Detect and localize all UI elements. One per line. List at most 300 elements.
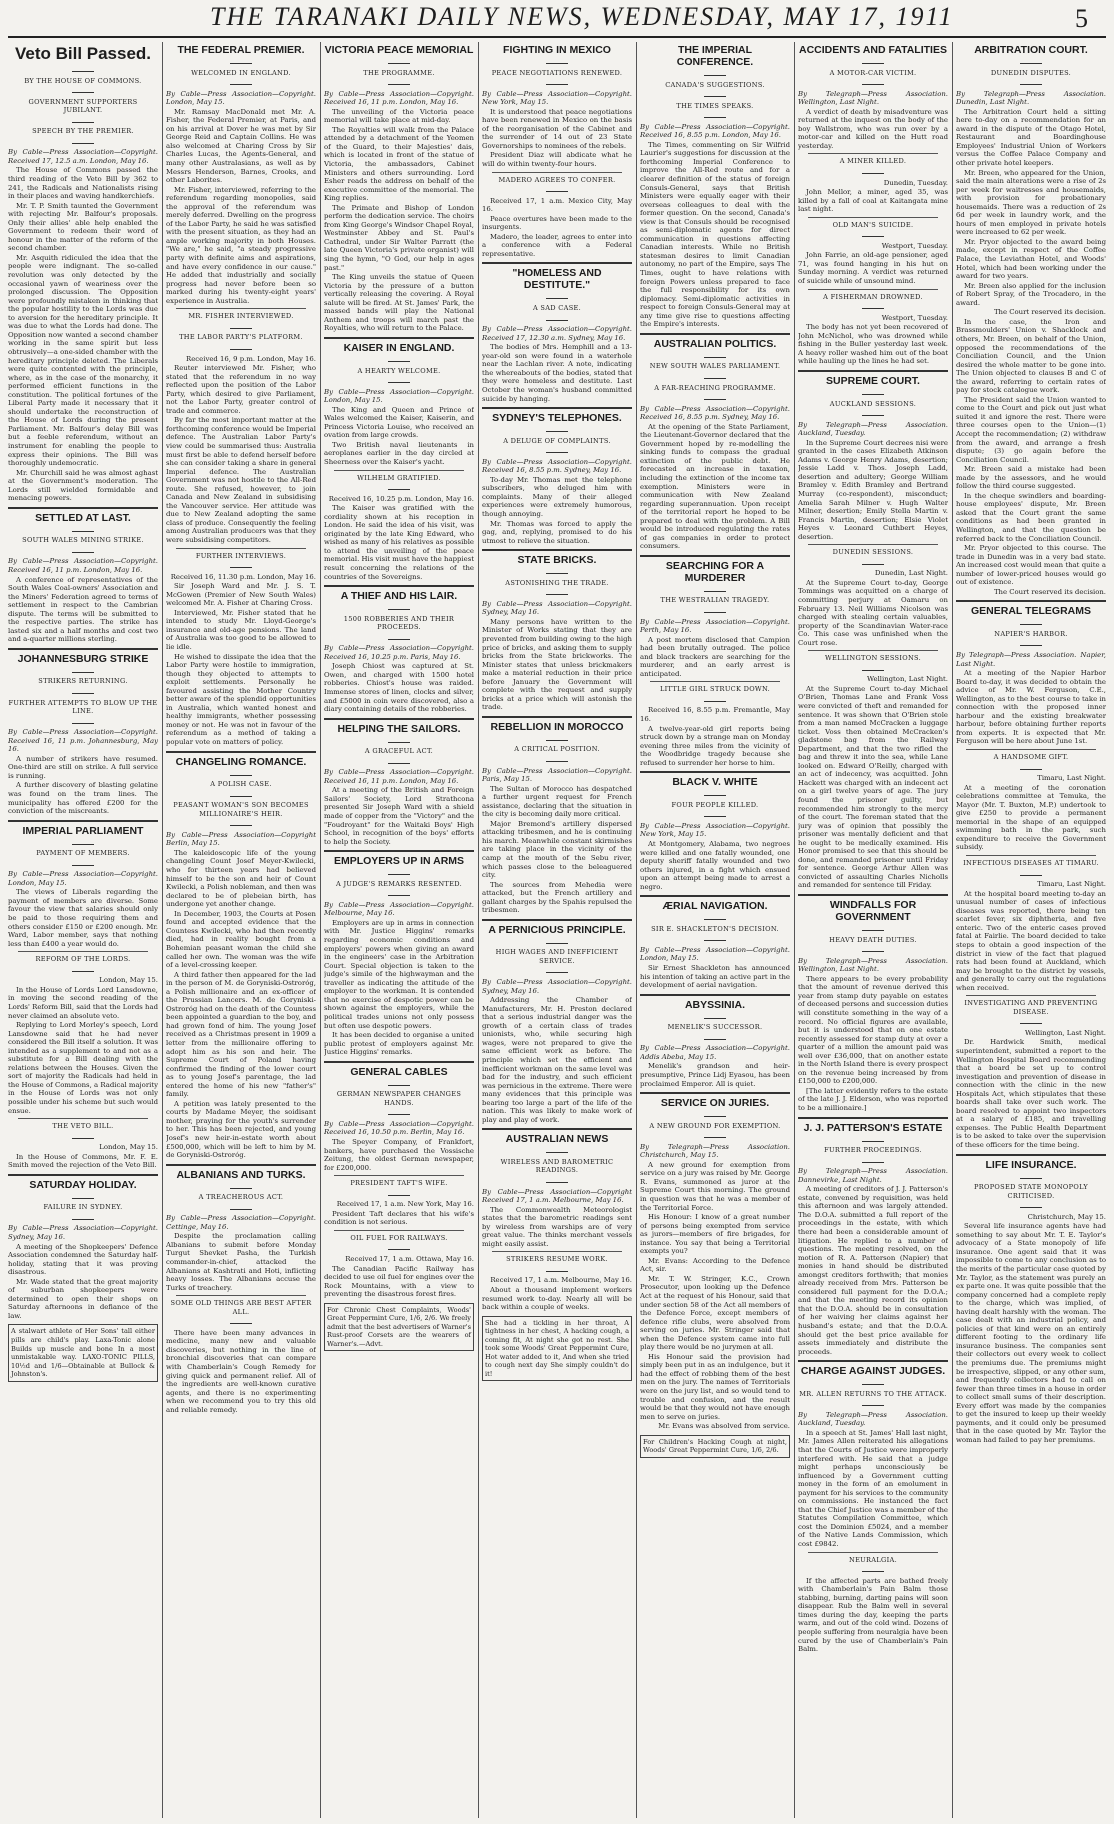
- article-paragraph: At a meeting of the Napier Harbor Board to-day, it was decided to obtain the advice of Mr. W. Ferguson, C.E., Wellington, as to the best course to take in connection with the proposed inner harbour and the existing breakwater harbour, before obtaining further reports from experts. It is expected that Mr. Ferguson will be here about June 1st.: [956, 669, 1106, 746]
- heading-dash: [8, 526, 158, 535]
- sub-dash: [482, 756, 632, 765]
- article: [324, 1230, 474, 1299]
- sub-heading: LITTLE GIRL STRUCK DOWN.: [659, 685, 771, 694]
- article-paragraph: The bodies of Mrs. Hemphill and a 13-year-old son were found in a waterhole near the Lachlan river. A note, indicating the whereabouts of the bodies, stated that they were homeless and destitute. Last October the woman's husband committed suicide by hanging.: [482, 343, 632, 403]
- article-paragraph: By Cable—Press Association—Copyright. London, May 15.: [324, 387, 474, 405]
- article: [8, 1174, 158, 1321]
- article-heading: WINDFALLS FOR GOVERNMENT: [829, 899, 917, 924]
- sub-dash: [8, 87, 158, 96]
- advertisement: [8, 1324, 158, 1381]
- sub-heading: NEW SOUTH WALES PARLIAMENT.: [649, 362, 781, 371]
- sub-heading: A DELUGE OF COMPLAINTS.: [503, 436, 611, 445]
- sub-heading: MADERO AGREES TO CONFER.: [498, 175, 616, 184]
- sub-heading: WELCOMED IN ENGLAND.: [191, 68, 291, 77]
- sub-heading: NEURALGIA.: [849, 1555, 897, 1564]
- section-rule: [798, 370, 948, 372]
- article-paragraph: The unveiling of the Victoria peace memorial will take place at mid-day.: [324, 107, 474, 125]
- article-paragraph: A new ground for exemption from service on a jury was raised by Mr. George R. Evans, summoned as juror at the Supreme Court this morning. The ground in question was that he was a member of the Territorial Force.: [640, 1160, 790, 1212]
- advertisement-text: She had a tickling in her throat, A tightness in her chest, A hacking cough, a coming fit, At night she got no rest. She took some Woods' Great Peppermint Cure, Hot water added to it, And when she tried to cough next day She simply couldn't do it!: [485, 1318, 629, 1378]
- article-paragraph: Mr. Pryor objected to this course. The trade in Dunedin was in a very bad state. An increased cost would mean that quite a number of lower-priced houses would go out of existence.: [956, 544, 1106, 587]
- article-heading: SATURDAY HOLIDAY.: [29, 1178, 137, 1191]
- article: [798, 650, 948, 890]
- sub-heading: A FAR-REACHING PROGRAMME.: [654, 383, 776, 392]
- sub-heading: A CRITICAL POSITION.: [514, 745, 600, 754]
- sub-dash: [8, 688, 158, 697]
- article-heading: SEARCHING FOR A MURDERER: [665, 559, 765, 584]
- article-paragraph: At a meeting of the coronation celebrations committee at Temuka, the Mayor (Mr. T. Buxton, M.P.) undertook to give £250 to provide a permanent memorial in the shape of an equipped swimming bath in the park, such expenditure to receive the Government subsidy.: [956, 783, 1106, 852]
- sub-heading: ASTONISHING THE TRADE.: [505, 578, 609, 587]
- sub-heading: NAPIER'S HARBOR.: [994, 629, 1068, 638]
- section-rule: [482, 549, 632, 551]
- article-paragraph: Several life insurance agents have had something to say about Mr. T. E. Taylor's advocacy of a State monopoly of life insurance. One agent said that it was impossible to come to any conclusion as to the merits of the particular case quoted by Mr. Taylor, as the statement was purely an ex parte one. It was quite possible that the company concerned had a complete reply to the charge, which was implied, of having dealt harshly with the woman. The case dealt with an industrial policy, and policies of that kind were on an entirely different footing to the ordinary life insurance business. The companies sent their collectors out every week to collect the premiums due. The premiums might be irrespective, slipped, or any other sum, and frequently collectors had to call on fewer than three times in a house in order to collect small sums of their description. Every effort was made by the companies to get the insured to keep up their weekly payments, and it could only be presumed that in the case quoted by Mr. Taylor the woman had failed to pay her premiums.: [956, 1222, 1106, 1444]
- sub-rule: [966, 855, 1096, 856]
- sub-heading: A MOTOR-CAR VICTIM.: [829, 68, 917, 77]
- article: [482, 44, 632, 169]
- sub-rule: [966, 749, 1096, 750]
- sub-dash: [166, 820, 316, 829]
- article-paragraph: By Telegraph—Press Association. Wellington, Last Night.: [798, 89, 948, 107]
- sub-dash: [956, 1202, 1106, 1211]
- heading-dash: [798, 1379, 948, 1388]
- masthead: [0, 0, 1114, 44]
- advertisement: [640, 1435, 790, 1458]
- article: [798, 289, 948, 366]
- sub-dash: [8, 1214, 158, 1223]
- sub-heading: SPEECH BY THE PREMIER.: [32, 127, 134, 136]
- page-number: 5: [1075, 4, 1088, 33]
- article-heading: ACCIDENTS AND FATALITIES: [799, 44, 947, 56]
- sub-rule: [650, 681, 780, 682]
- section-rule: [640, 1092, 790, 1094]
- article-heading: ABYSSINIA.: [684, 998, 746, 1011]
- section-rule: [8, 648, 158, 650]
- article-paragraph: Sir Joseph Ward and Mr. J. S. T. McGowen (Premier of New South Wales) welcomed Mr. A. Fisher at Charing Cross.: [166, 582, 316, 608]
- article-paragraph: Wellington, Last Night.: [866, 675, 948, 684]
- section-rule: [166, 751, 316, 753]
- sub-dash: [640, 811, 790, 820]
- article-heading: SERVICE ON JURIES.: [660, 1097, 770, 1110]
- article-paragraph: Mr. Thomas was forced to apply the gag, and, replying, promised to do his utmost to relieve the situation.: [482, 519, 632, 545]
- sub-dash: [956, 1018, 1106, 1027]
- sub-heading: A FISHERMAN DROWNED.: [823, 292, 923, 301]
- article: [324, 470, 474, 582]
- article-paragraph: Dunedin, Last Night.: [874, 569, 948, 578]
- sub-dash: [482, 315, 632, 324]
- article-heading: STATE BRICKS.: [517, 554, 597, 567]
- article-paragraph: Westport, Tuesday.: [881, 241, 948, 250]
- heading-dash: [482, 1147, 632, 1156]
- article: [798, 1117, 948, 1357]
- section-rule: [482, 919, 632, 921]
- section-rule: [640, 771, 790, 773]
- article: [482, 1128, 632, 1248]
- heading-dash: [482, 58, 632, 67]
- article: [956, 44, 1106, 596]
- section-rule: [324, 337, 474, 339]
- article: [166, 1164, 316, 1293]
- article-paragraph: In the House of Lords Lord Lansdowne, in moving the second reading of the Lords' Reform Bill, said that the Lords had never claimed an absolute veto.: [8, 985, 158, 1020]
- article-paragraph: By Telegraph—Press Association. Wellington, Last Night.: [798, 956, 948, 974]
- article: [956, 749, 1106, 852]
- section-rule: [8, 820, 158, 822]
- article-paragraph: The Speyer Company, of Frankfort, bankers, have purchased the Vossische Zeitung, the oldest German newspaper, for £200,000.: [324, 1137, 474, 1172]
- article: [956, 995, 1106, 1149]
- column-rule: [636, 42, 637, 1818]
- article-paragraph: By Cable—Press Association—Copyright. Addis Abeba, May 15.: [640, 1044, 790, 1061]
- article-paragraph: Joseph Chiost was captured at St. Owen, and charged with 1500 hotel robberies. Chiost's house was raided. Immense stores of linen, clocks and silver, and £5000 in coin were discovered, also a diary containing details of the robberies.: [324, 662, 474, 714]
- article-paragraph: The Royalties will walk from the Palace attended by a detachment of the Yeomen of the Guard, to their Majesties' dais, which is located in front of the statue of Victoria, the ambassadors, Cabinet Ministers and others surrounding. Lord Esher reads the address on behalf of the executive committee of the memorial. The King replies.: [324, 125, 474, 203]
- article-heading: FIGHTING IN MEXICO: [503, 44, 611, 56]
- article-paragraph: John Farrie, an old-age pensioner, aged 71, was found hanging in his hut on Sunday morning. A verdict was returned of suicide while of unsound mind.: [798, 251, 948, 286]
- article-paragraph: Sir Ernest Shackleton has announced his intention of taking an active part in the development of aerial navigation.: [640, 964, 790, 990]
- sub-heading: WIRELESS AND BAROMETRIC READINGS.: [500, 1157, 614, 1175]
- article-paragraph: By Cable—Press Association—Copyright. Received 17, 12.5 a.m. London, May 16.: [8, 148, 158, 165]
- article-paragraph: Christchurch, May 15.: [1027, 1212, 1106, 1221]
- columns-container: [8, 42, 1106, 1818]
- heading-dash: [166, 58, 316, 67]
- article-paragraph: The King unveils the statue of Queen Victoria by the pressure of a button vertically releasing the covering. A Royal salute will be fired. At St. James' Park, the massed bands will play the National Anthem and troops will march past the Royalties, who will return to the Palace.: [324, 273, 474, 333]
- article-heading: VICTORIA PEACE MEMORIAL: [324, 44, 474, 56]
- heading-dash: [640, 790, 790, 799]
- article-paragraph: Dr. Hardwick Smith, medical superintendent, submitted a report to the Wellington Hospital Board recommending that a board be set up to control investigation and prevention of disease in connection with the clinic in the new Hospitals Act, which stipulates that these boards shall take over such work. The board resolved to appoint two inspectors at a salary of £185, and travelling expenses. The Public Health Department is to be asked to take over the supervision of these officers for the time being.: [956, 1038, 1106, 1149]
- article-heading: HELPING THE SAILORS.: [337, 722, 461, 735]
- sub-dash: [166, 1204, 316, 1213]
- article-paragraph: A verdict of death by misadventure was returned at the inquest on the body of the boy Wallstrom, who was run over by a motor-car and killed on the Hutt road yesterday.: [798, 107, 948, 150]
- article-heading: BLACK V. WHITE: [672, 776, 758, 789]
- sub-dash: [166, 344, 316, 353]
- article-paragraph: In the case, the Iron and Brassmoulders' Union v. Shacklock and others, Mr. Breen, on behalf of the Union, opposed the recommendations of the Conciliation Council, and the Union desired the whole matter to be gone into. The Union objected to clauses B and C of the award, referring to certain rates of pay for stock catalogue work.: [956, 317, 1106, 395]
- article: [640, 681, 790, 767]
- sub-heading: PAYMENT OF MEMBERS.: [36, 849, 130, 858]
- heading-dash: [640, 914, 790, 923]
- sub-heading: WELLINGTON SESSIONS.: [824, 654, 922, 663]
- article: [798, 44, 948, 150]
- article-paragraph: A meeting of the Shopkeepers' Defence Association condemned the Saturday half-holiday, stating that it was proving disastrous.: [8, 1242, 158, 1277]
- article-paragraph: Employers are up in arms in connection with Mr. Justice Higgins' remarks regarding economic conditions and employers' powers when giving an award in the engineers' case in the Arbitration Court. Special objection is taken to the judge's simile of the highwayman and the traveller as indicating the attitude of the employer to the workman. It is contended that no exercise of despotic power can be shown against the employers, while the political trades unions not only possess but often use despotic powers.: [324, 918, 474, 1030]
- article-paragraph: The views of Liberals regarding the payment of members are diverse. Some favour the view that salaries should only be paid to those requiring them and others consider £150 or £200 enough. Mr. Ward, Labor member, says that nothing less than £400 a year would do.: [8, 888, 158, 948]
- sub-dash: [324, 634, 474, 643]
- sub-dash: [640, 1132, 790, 1141]
- sub-heading: THE TIMES SPEAKS.: [676, 101, 754, 110]
- article-paragraph: About a thousand implement workers resumed work to-day. Nearly all will be back within a couple of weeks.: [482, 1285, 632, 1312]
- sub-dash: [798, 1157, 948, 1166]
- sub-dash: [324, 1109, 474, 1118]
- article-paragraph: It is understood that peace negotiations have been renewed in Mexico on the basis of the reorganisation of the Cabinet and the surrender of 14 out of 23 State Governorships to nominees of the rebels.: [482, 107, 632, 150]
- sub-heading: SIR E. SHACKLETON'S DECISION.: [651, 924, 779, 933]
- article-paragraph: Peace overtures have been made to the insurgents.: [482, 214, 632, 232]
- article-heading: IMPERIAL PARLIAMENT: [22, 824, 144, 837]
- article-paragraph: The Arbitration Court held a sitting here to-day on a recommendation for an award in the dispute of the Otago Hotel, Restaurant and Boardinghouse Employees' Industrial Union of Workers versus the Coffee Palace Company and other private hotel keepers.: [956, 107, 1106, 168]
- article-paragraph: Mr. Evans was absolved from service.: [658, 1422, 790, 1431]
- heading-dash: [798, 925, 948, 934]
- sub-heading: MR. ALLEN RETURNS TO THE ATTACK.: [799, 1389, 947, 1398]
- sub-dash: [324, 890, 474, 899]
- article: [798, 1360, 948, 1548]
- article: [956, 1154, 1106, 1445]
- article-paragraph: By Telegraph—Press Association. Auckland, Tuesday.: [798, 420, 948, 438]
- article-paragraph: A further discovery of blasting gelatine was found on the tram lines. The municipality has offered £200 for the conviction of the miscreants.: [8, 781, 158, 816]
- sub-dash: [166, 791, 316, 800]
- section-rule: [640, 994, 790, 996]
- heading-dash: [166, 1183, 316, 1192]
- article-paragraph: By Cable—Press Association—Copyright. Cettinge, May 16.: [166, 1214, 316, 1231]
- article-paragraph: Madero, the leader, agrees to enter into a conference with a Federal representative.: [482, 232, 632, 258]
- section-rule: [482, 1128, 632, 1130]
- sub-dash: [482, 79, 632, 88]
- section-rule: [482, 407, 632, 409]
- article-paragraph: There have been many advances in medicine, many new and valuable discoveries, but nothing in the line of bronchial discoveries that can compare with Chamberlain's Cough Remedy for giving quick and permanent relief. All of the ingredients are well-known curative agents, and there is no experimenting when we recommend you to try this old and reliable remedy.: [166, 1328, 316, 1414]
- sub-dash: [640, 394, 790, 403]
- article-paragraph: Major Bremond's artillery dispersed attacking tribesmen, and he is continuing his march. Meanwhile constant skirmishes are taking place in the vicinity of the camp at the mouth of the Sebu river, which passes close to the beleaguered city.: [482, 819, 632, 880]
- article-paragraph: Mr. Evans: According to the Defence Act, sir.: [640, 1256, 790, 1274]
- article-heading: KAISER IN ENGLAND.: [343, 341, 455, 354]
- article-paragraph: John Mellor, a miner, aged 35, was killed by a fall of coal at Kaitangata mine last night.: [798, 188, 948, 214]
- sub-heading: STRIKERS RETURNING.: [38, 677, 128, 686]
- sub-heading: THE VETO BILL.: [52, 1122, 114, 1131]
- heading-dash: [956, 58, 1106, 67]
- section-rule: [798, 1360, 948, 1362]
- sub-heading: A NEW GROUND FOR EXEMPTION.: [649, 1121, 781, 1130]
- sub-heading: FURTHER ATTEMPTS TO BLOW UP THE LINE.: [8, 698, 158, 716]
- article-paragraph: Received 16, 8.55 p.m. Fremantle, May 16.: [640, 706, 790, 723]
- article-paragraph: Mr. Fisher, interviewed, referring to the referendum regarding monopolies, said the approval of the referendum was merely deferred. Dwelling on the progress of the Labor Party, he said he was satisfied with the present situation, as they had an ample working majority in both Houses. "We are," he said, "a steady progressive party with definite aims and aspirations, and have every confidence in our cause." He added that industrially and socially progress had never before been so marked during his twenty-eight years' experience in Australia.: [166, 185, 316, 305]
- sub-rule: [18, 1118, 148, 1119]
- sub-dash: [798, 1400, 948, 1409]
- sub-rule: [808, 1552, 938, 1553]
- sub-dash: [640, 935, 790, 944]
- sub-heading: STRIKERS RESUME WORK.: [506, 1255, 608, 1264]
- article: [640, 555, 790, 678]
- sub-dash: [482, 186, 632, 195]
- sub-heading: A SAD CASE.: [532, 304, 582, 313]
- article-paragraph: The King and Queen and Prince of Wales welcomed the Kaiser, Kaiserin, and Princess Victoria Louise, who received an ovation from large crowds.: [324, 405, 474, 440]
- article-paragraph: London, May 15.: [99, 976, 158, 985]
- advertisement-text: For Children's Hacking Cough at night, Woods' Great Peppermint Cure, 1/6, 2/6.: [643, 1437, 787, 1455]
- sub-dash: [8, 1133, 158, 1142]
- article-paragraph: At the opening of the State Parliament, the Lieutenant-Governor declared that the Government hoped by re-modelling the sinking funds to compass the gradual extinction of the public debt. He forecasted an increase in taxation, including the extinction of the income tax exemption. Ministers were in communication with New Zealand regarding superannuation. Upon receipt of the territorial report he hoped to be prepared to deal with the problem. A Bill would be introduced regulating the rates of gas companies in order to protect consumers.: [640, 422, 790, 551]
- sub-heading: FURTHER PROCEEDINGS.: [824, 1146, 922, 1155]
- sub-heading: PEASANT WOMAN'S SON BECOMES MILLIONAIRE'S HEIR.: [173, 801, 309, 818]
- advertisement-text: For Chronic Chest Complaints, Woods' Great Peppermint Cure, 1/6, 2/6. We freely admit that the best advertisers of Warner's Rust-proof Corsets are the wearers of Warner's.—Advt.: [327, 1305, 471, 1348]
- article-heading: A THIEF AND HIS LAIR.: [340, 590, 458, 603]
- article: [324, 585, 474, 714]
- section-rule: [482, 716, 632, 718]
- article-paragraph: His Honour: I know of a great number of persons being exempted from service as jurors—members of fire brigades, for instance. You say that being a Territorial exempts you?: [640, 1213, 790, 1256]
- article-heading: AUSTRALIAN NEWS: [505, 1133, 609, 1146]
- article-paragraph: A conference of representatives of the South Wales Coal-owners' Association and the Miners' Federation agreed to terms of settlement in respect to the Cambrian dispute. The terms will be submitted to the respective parties. The strike has lasted six and a half months and cost two and a-quarter millions sterling.: [8, 575, 158, 644]
- article-heading: CHARGE AGAINST JUDGES.: [800, 1365, 946, 1378]
- article: [640, 895, 790, 989]
- section-rule: [640, 555, 790, 557]
- article-paragraph: By Cable—Press Association—Copyright. Received 16, 8.55 p.m. London, May 16.: [640, 122, 790, 140]
- sub-heading: HEAVY DEATH DUTIES.: [829, 935, 917, 944]
- sub-rule: [808, 544, 938, 545]
- article-heading: Veto Bill Passed.: [14, 44, 152, 63]
- article: [324, 337, 474, 467]
- heading-dash: [8, 839, 158, 848]
- heading-dash: [798, 389, 948, 398]
- sub-heading: A TREACHEROUS ACT.: [198, 1193, 284, 1202]
- column-rule: [320, 42, 321, 1818]
- article-paragraph: Received 17, 1 a.m. Mexico City, May 16.: [482, 196, 632, 214]
- article-paragraph: By Cable—Press Association—Copyright. London, May 15.: [640, 945, 790, 963]
- sub-heading: WILHELM GRATIFIED.: [357, 473, 441, 482]
- article-paragraph: A petition was lately presented to the courts by Madame Meyer, the soidisant mother, praying for the youth's surrender to her. This has been rejected, and young Josef's new heir-in-estate worth about £500,000, which will be left to him by M. de Goryniski-Ostroróg.: [166, 1099, 316, 1160]
- sub-heading: A HEARTY WELCOME.: [357, 366, 441, 375]
- sub-dash: [8, 547, 158, 556]
- section-rule: [8, 1174, 158, 1176]
- article-paragraph: Received 17, 1 a.m. Melbourne, May 16.: [490, 1276, 632, 1285]
- sub-heading: FOUR PEOPLE KILLED.: [671, 800, 759, 809]
- article-paragraph: The Sultan of Morocco has despatched a further urgent request for French assistance, declaring that the situation in the city is becoming daily more critical.: [482, 784, 632, 819]
- sub-rule: [176, 1295, 306, 1296]
- article-paragraph: Replying to Lord Morley's speech, Lord Lansdowne said that he had never considered the Bill itself a solution. It was intended as a supplement to and not as a substitute for a Bill dealing with the relations between the Houses. Given the sort of majority the Radicals had held in the House of Commons, a Radical majority in the House of Lords was not only possible under his scheme but such would ensue.: [8, 1021, 158, 1115]
- sub-dash: [324, 1244, 474, 1253]
- section-rule: [324, 1061, 474, 1063]
- sub-dash: [324, 377, 474, 386]
- advertisement: [482, 1316, 632, 1382]
- sub-dash: [482, 967, 632, 976]
- article-paragraph: His Honour said the provision had simply been put in as an indulgence, but it had the effect of robbing them of the best men on the jury. The names of Territorials were on the jury list, and so would tend to trouble and confusion, and the result would be that they would not have enough men to serve on juries.: [640, 1352, 790, 1421]
- article-paragraph: By Cable—Press Association—Copyright. London, May 15.: [166, 89, 316, 107]
- article-paragraph: By Cable—Press Association—Copyright Berlin, May 15.: [166, 830, 316, 848]
- sub-rule: [808, 289, 938, 290]
- article-heading: THE IMPERIAL CONFERENCE.: [676, 44, 754, 68]
- article-heading: AUSTRALIAN POLITICS.: [653, 337, 777, 350]
- article: [482, 262, 632, 403]
- sub-dash: [324, 1190, 474, 1199]
- article-paragraph: Many persons have written to the Minister of Works stating that they are prevented from building owing to the high price of bricks, and asking them to supply bricks from the State brickworks. The Minister states that unless brickmakers make a material reduction in their price before January the Government will complete with the request and supply bricks at a price which will astonish the trade.: [482, 617, 632, 712]
- article-paragraph: He wished to dissipate the idea that the Labor Party were hostile to immigration, though they objected to attempts to exploit settlements. Personally he favoured assisting the Mother Country better aware of the splendid opportunities in Australia, which wanted honest and healthy immigrants, whether possessing money or not. He was not in favour of the referendum as a method of taking a popular vote on matters of policy.: [166, 652, 316, 747]
- article-paragraph: A twelve-year-old girl reports being struck down by a strange man on Monday evening three miles from the vicinity of the Woodbridge tragedy because she refused to surrender her horse to him.: [640, 724, 790, 767]
- sub-heading: THE WESTRALIAN TRAGEDY.: [660, 596, 770, 605]
- article-paragraph: By Cable—Press Association—Copyright. Received 16, 11 p.m. London, May 16.: [324, 89, 474, 107]
- sub-heading: PEACE NEGOTIATIONS RENEWED.: [491, 68, 623, 77]
- article: [324, 1175, 474, 1227]
- sub-heading: A MINER KILLED.: [839, 157, 907, 166]
- sub-dash: [798, 303, 948, 312]
- article-heading: J. J. PATTERSON'S ESTATE: [803, 1121, 943, 1134]
- article-paragraph: By far the most important matter at the forthcoming conference would be Imperial defence. The Australian Labor Party's view could be summarised thus: Australia must first be able to defend herself before she can consider taking a share in general Imperial defence. The Australian Government was not hostile to the All-Red route. She refused, however, to join Canada and New Zealand in subsidising the Vancouver service. Her attitude was due to New Zealand adopting the same class of produce. Consequently the feeling among Australian producers was that they were subsidising competitors.: [166, 416, 316, 544]
- article-paragraph: Dunedin, Tuesday.: [883, 178, 948, 187]
- article: [166, 308, 316, 544]
- sub-heading: GOVERNMENT SUPPORTERS JUBILANT.: [28, 97, 138, 115]
- sub-heading: A POLISH CASE.: [210, 780, 272, 789]
- article: [8, 507, 158, 644]
- sub-heading: REFORM OF THE LORDS.: [35, 955, 131, 964]
- article-paragraph: By Telegraph—Press Association. Dannevirke, Last Night.: [798, 1167, 948, 1184]
- section-rule: [798, 894, 948, 896]
- article-paragraph: By Cable—Press Association—Copyright. Perth, May 16.: [640, 617, 790, 635]
- article-paragraph: In the Supreme Court decrees nisi were granted in the cases Elizabeth Atkinson Adams v. George Henry Adams, desertion; Jessie Ladd v. Thos. Joseph Ladd, desertion and adultery; George William Bramley v. Edith Bramley and Bertrand Murray (co-respondent), misconduct; Amelia Sarah Milner v. Hugh Walter Milner, desertion; Emily Stella Martin v. Francis Martin, desertion; Elsie Violet Heyes v. Leonard Cuthbert Heyes, desertion.: [798, 438, 948, 541]
- article-heading: EMPLOYERS UP IN ARMS: [333, 855, 465, 868]
- column-2: [166, 42, 316, 1818]
- heading-dash: [324, 1080, 474, 1089]
- article-paragraph: Mr. Breen, who appeared for the Union, said the main alterations were a rise of 2s per week for waitresses and housemaids, with provision for probationary housemaids. There was a reduction of 2s 6d per week in laundry work, and the hours of men employed in private hotels were increased to 62 per week.: [956, 168, 1106, 237]
- article-heading: LIFE INSURANCE.: [985, 1158, 1077, 1171]
- article: [640, 44, 790, 329]
- article-paragraph: President Taft declares that his wife's condition is not serious.: [324, 1209, 474, 1227]
- article-paragraph: If the affected parts are bathed freely with Chamberlain's Pain Balm those stabbing, burning, darting pains will soon disappear. Rub the Balm well in several times during the day, keeping the parts warm, and out of the cold wind. Dozens of people suffering from neuralgia have been cured by the use of Chamberlain's Pain Balm.: [798, 1576, 948, 1654]
- sub-heading: HIGH WAGES AND INEFFICIENT SERVICE.: [495, 948, 619, 965]
- article: [798, 153, 948, 213]
- article: [324, 44, 474, 333]
- sub-rule: [808, 217, 938, 218]
- article-paragraph: By Cable—Press Association—Copyright. Sydney, May 16.: [8, 1224, 158, 1241]
- column-3: [324, 42, 474, 1818]
- article: [798, 894, 948, 1112]
- heading-dash: [640, 1013, 790, 1022]
- heading-dash: [798, 58, 948, 67]
- sub-dash: [640, 696, 790, 705]
- sub-dash: [8, 966, 158, 975]
- article-paragraph: By Cable—Press Association—Copyright. London, May 15.: [8, 870, 158, 887]
- article: [166, 1295, 316, 1414]
- article-paragraph: Received 16, 9 p.m. London, May 16.: [186, 354, 316, 363]
- article-paragraph: Received 16, 11.30 p.m. London, May 16.: [170, 572, 316, 581]
- sub-dash: [798, 1566, 948, 1575]
- sub-heading: OIL FUEL FOR RAILWAYS.: [350, 1233, 448, 1242]
- sub-heading: A JUDGE'S REMARKS RESENTED.: [336, 879, 462, 888]
- article-paragraph: At the hospital board meeting to-day an unusual number of cases of infectious diseases was reported, there being ten scarlet fever, six diphtheria, and five enteric. Two of the enteric cases proved fatal at Fairlie. The board decided to take steps to obtain a good inspection of the district in view of the fact that plagued rats had been found at Auckland, which may be brought to the district by vessels, and generally to carry out the regulations when received.: [956, 889, 1106, 992]
- sub-dash: [956, 870, 1106, 879]
- sub-rule: [176, 548, 306, 549]
- article-heading: SYDNEY'S TELEPHONES.: [492, 412, 622, 425]
- article-paragraph: At the Supreme Court to-day, George Tommings was acquitted on a charge of committing perjury at Oamaru on February 13. Neil Williams Nicolson was charged with stealing certain valuables, property of the Scandinavian Water-race Co. This case was unfinished when the Court rose.: [798, 578, 948, 647]
- sub-dash: [798, 231, 948, 240]
- heading-dash: [798, 1136, 948, 1145]
- heading-dash: [482, 568, 632, 577]
- sub-dash: [166, 1318, 316, 1327]
- section-rule: [324, 585, 474, 587]
- article-paragraph: President Diaz will abdicate what he will do within twenty-four hours.: [482, 151, 632, 169]
- masthead-rule: [8, 36, 1106, 38]
- article-paragraph: By Cable—Press Association—Copyright. New York, May 15.: [482, 89, 632, 107]
- section-rule: [640, 895, 790, 897]
- article: [324, 718, 474, 847]
- heading-dash: [324, 604, 474, 613]
- article-paragraph: Received 17, 1 a.m. Ottawa, May 16.: [345, 1254, 474, 1263]
- heading-dash: [482, 293, 632, 302]
- heading-dash: [8, 667, 158, 676]
- article-paragraph: The Times, commenting on Sir Wilfrid Laurier's suggestions for discussion at the forthcoming Imperial Conference to improve the All-Red route and for a clearer definition of the status of foreign Consuls-General, says that British Ministers were equally eager with their overseas colleagues to deal with the former question. On the second, Canada's view is that Consuls should be recognised as semi-diplomatic agents for direct communication in questions affecting Canadian interests. While no British statesman desires to limit Canadian autonomy, no part of the Empire, says The Times, ought to have relations with foreign Powers unless prepared to face the full responsibility for its own diplomacy. Semi-diplomatic activities in respect to foreign Consuls-General may at any time give rise to questions affecting the Empire's interests.: [640, 140, 790, 329]
- article-paragraph: By Cable—Press Association—Copyright. Sydney, May 16.: [482, 599, 632, 617]
- article-paragraph: In the cheque swindlers and boarding-house employees' dispute, Mr. Breen asked that the Court grant the same conditions as had been granted in Wellington, and that the question be referred back to the Conciliation Council.: [956, 491, 1106, 543]
- heading-dash: [482, 735, 632, 744]
- article-paragraph: The Court reserved its decision.: [993, 308, 1106, 317]
- sub-dash: [798, 559, 948, 568]
- article-paragraph: Mr. Asquith ridiculed the idea that the people were indignant. The so-called revolution was only detected by the occasional yawn of weariness over the prolonged discussion. The Opposition were profoundly mistaken in thinking that the popular hostility to the Lords was due to aversion for the hereditary principle. It was due to what the Lords had done. The Opposition now wanted a second chamber working in the same spirit but less obtrusively—a one-sided chamber with the hereditary principle deleted. The Liberals were quite contented with the principle, where, as in the case of the monarchy, it performed efficient functions in the constitution. The political fortunes of the Liberal Party made it necessary that it should undertake the reconstruction of the House of Lords during the present Parliament. Mr. Balfour's delay Bill was but a feeble referendum, without an instrument for enabling the people to express their opinions. The Bill was thoroughly undemocratic.: [8, 253, 158, 468]
- sub-heading: MR. FISHER INTERVIEWED.: [188, 312, 294, 321]
- article: [8, 820, 158, 949]
- article: [798, 217, 948, 286]
- sub-heading: FAILURE IN SYDNEY.: [43, 1203, 123, 1212]
- section-rule: [8, 507, 158, 509]
- sub-heading: SOME OLD THINGS ARE BEST AFTER ALL.: [170, 1299, 312, 1316]
- article-heading: "HOMELESS AND DESTITUTE.": [512, 267, 602, 292]
- article: [640, 333, 790, 551]
- sub-dash: [8, 860, 158, 869]
- article-paragraph: A number of strikers have resumed. One-third are still on strike. A full service is running.: [8, 754, 158, 780]
- article-paragraph: Mr. T. W. Stringer, K.C., Crown Prosecutor, upon looking up the Defence Act at the request of his Honour, said that under section 58 of the Act all members of the Defence Force, except members of defence rifle clubs, were absolved from serving on juries. Mr. Stringer said that when the Defence system came into full play there would be no jurymen at all.: [640, 1274, 790, 1352]
- sub-rule: [966, 995, 1096, 996]
- sub-dash: [324, 758, 474, 767]
- article: [324, 850, 474, 1056]
- article-paragraph: The body has not yet been recovered of John McNichol, who was drowned while fishing in the Buller yesterday last week. A heavy roller washed him out of the boat while hauling up the lines he had set.: [798, 323, 948, 366]
- sub-heading: THE LABOR PARTY'S PLATFORM.: [179, 333, 303, 342]
- article-paragraph: Received 17, 1 a.m. New York, May 16.: [336, 1200, 474, 1209]
- sub-heading: PROPOSED STATE MONOPOLY CRITICISED.: [973, 1183, 1088, 1200]
